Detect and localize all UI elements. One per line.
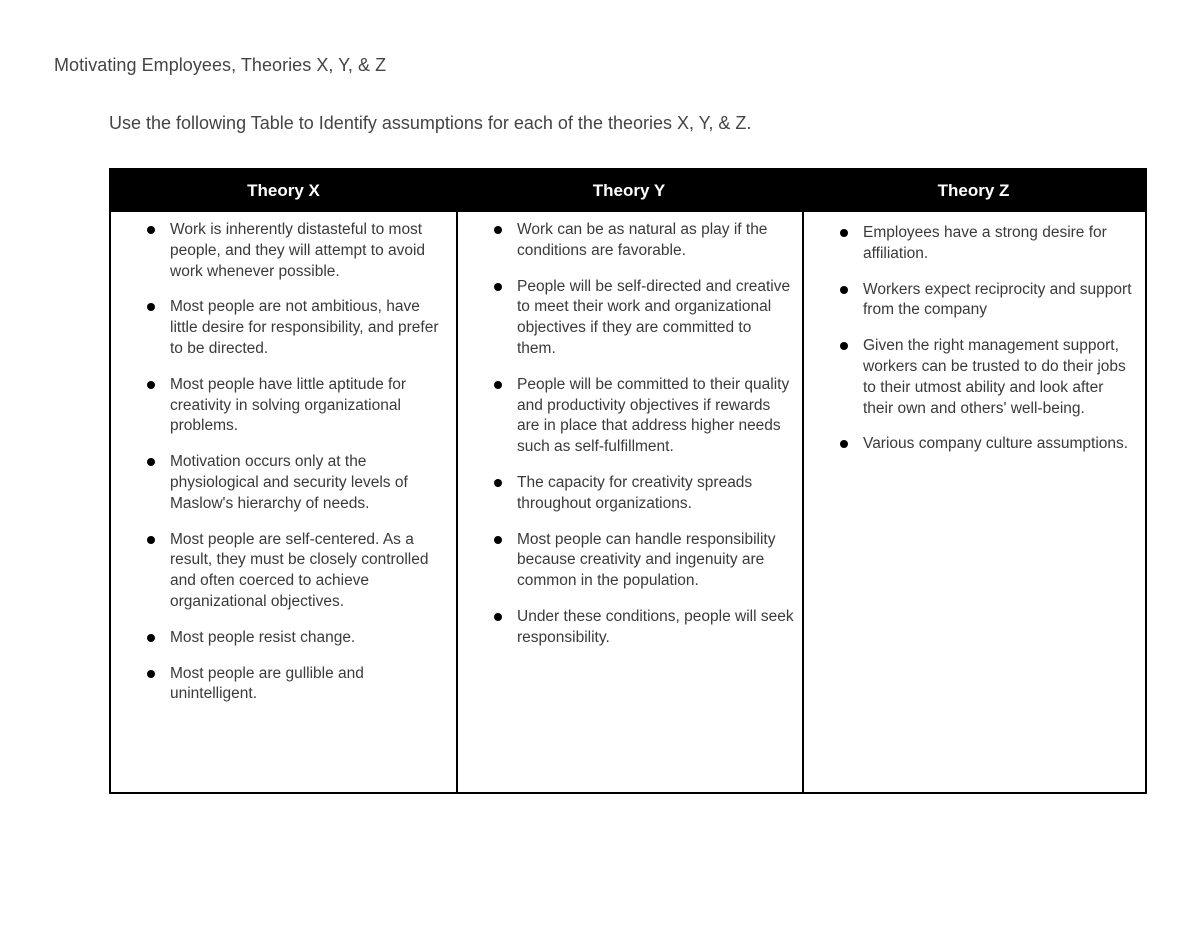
bullet-icon [840,286,848,294]
bullet-icon [147,634,155,642]
bullet-icon [494,226,502,234]
theory-table [109,168,1147,794]
list-item-text: Employees have a strong desire for affiliation. [863,224,1107,262]
bullet-icon [147,670,155,678]
list-item-text: Most people resist change. [170,628,356,646]
list-item [490,277,794,360]
theory-x-list [143,220,448,705]
bullet-icon [494,536,502,544]
theory-y-cell [456,212,802,792]
list-item-text: Most people have little aptitude for creativity in solving organizational problems. [170,375,407,435]
bullet-icon [494,283,502,291]
list-item [490,473,794,515]
list-item-text: Most people are self-centered. As a result, they must be closely controlled and often coerced to achieve organizational objectives. [170,530,429,610]
list-item-text: Under these conditions, people will seek responsibility. [517,607,794,646]
bullet-icon [147,381,155,389]
theory-x-cell [111,212,456,792]
list-item [490,530,794,592]
theory-z-list [836,223,1137,455]
list-item [143,220,448,282]
bullet-icon [147,303,155,311]
list-item-text: Given the right management support, workers can be trusted to do their jobs to their utmost ability and look after their own and others' well-being. [863,337,1126,417]
bullet-icon [147,226,155,234]
theory-z-cell [802,212,1145,792]
bullet-icon [147,536,155,544]
list-item [143,664,448,706]
document-title: Motivating Employees, Theories X, Y, & Z [54,55,387,75]
bullet-icon [494,479,502,487]
list-item [143,375,448,437]
list-item [143,628,448,649]
list-item [490,220,794,262]
theory-y-list [490,220,794,649]
list-item-text: Motivation occurs only at the physiological and security levels of Maslow's hierarchy of needs. [170,453,408,512]
list-item-text: Most people can handle responsibility because creativity and ingenuity are common in the population. [517,530,776,590]
list-item-text: Work can be as natural as play if the conditions are favorable. [517,221,768,259]
list-item [836,280,1137,322]
list-item-text: People will be committed to their quality and productivity objectives if rewards are in place that address higher needs such as self-fulfillment. [517,375,790,456]
theory-z-header: Theory Z [802,170,1145,212]
theory-x-header: Theory X [111,170,456,212]
list-item-text: Most people are gullible and unintelligent. [170,664,364,703]
list-item [143,297,448,359]
list-item [836,223,1137,265]
list-item [490,375,794,458]
bullet-icon [840,440,848,448]
document-instruction: Use the following Table to Identify assumptions for each of the theories X, Y, & Z. [109,113,752,133]
list-item [490,607,794,649]
list-item-text: People will be self-directed and creative to meet their work and organizational objectives if they are committed to them. [517,277,791,357]
list-item [143,530,448,613]
list-item-text: Workers expect reciprocity and support from the company [863,280,1132,319]
list-item [143,452,448,514]
list-item-text: Most people are not ambitious, have little desire for responsibility, and prefer to be directed. [170,298,439,357]
theory-y-header: Theory Y [456,170,802,212]
bullet-icon [494,613,502,621]
bullet-icon [147,458,155,466]
bullet-icon [840,342,848,350]
list-item-text: Work is inherently distasteful to most people, and they will attempt to avoid work whenever possible. [170,221,426,280]
list-item-text: The capacity for creativity spreads throughout organizations. [517,473,753,512]
bullet-icon [494,381,502,389]
list-item-text: Various company culture assumptions. [863,435,1129,453]
list-item [836,434,1137,455]
list-item [836,336,1137,419]
bullet-icon [840,229,848,237]
